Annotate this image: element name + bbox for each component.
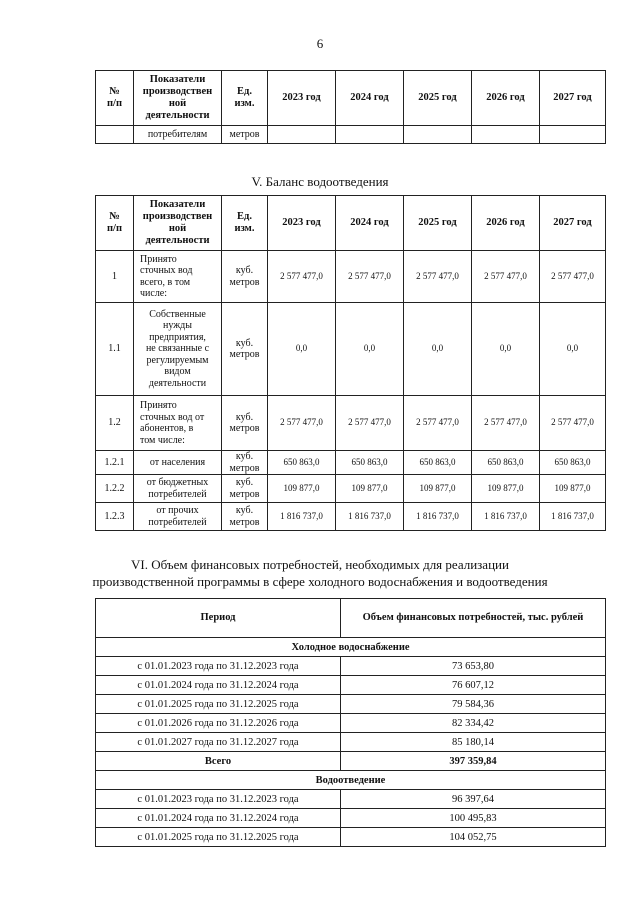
cell-label: потребителям	[134, 126, 222, 144]
header-year: 2026 год	[472, 196, 540, 251]
total-label: Всего	[96, 752, 341, 771]
header-year: 2025 год	[404, 196, 472, 251]
table-row	[96, 828, 606, 847]
cell-value	[336, 126, 404, 144]
table-row	[96, 714, 606, 733]
cell-value: 2 577 477,0	[472, 396, 540, 451]
header-unit: Ед. изм.	[222, 71, 268, 126]
page-number: 6	[316, 36, 324, 51]
header-amount: Объем финансовых потребностей, тыс. рублей	[341, 599, 606, 638]
cell-period: с 01.01.2025 года по 31.12.2025 года	[96, 828, 341, 847]
table-row	[96, 657, 606, 676]
cell-unit: куб. метров	[222, 451, 268, 475]
cell-num: 1.2.3	[96, 503, 134, 531]
cell-value: 650 863,0	[404, 451, 472, 475]
header-indicator: Показатели производствен ной деятельности	[134, 71, 222, 126]
cell-value: 2 577 477,0	[336, 396, 404, 451]
cell-period: с 01.01.2023 года по 31.12.2023 года	[96, 790, 341, 809]
cell-value: 0,0	[472, 303, 540, 396]
cell-num: 1.2.2	[96, 475, 134, 503]
table-row	[96, 809, 606, 828]
cell-value: 0,0	[540, 303, 606, 396]
cell-value: 2 577 477,0	[540, 396, 606, 451]
cell-value: 2 577 477,0	[404, 396, 472, 451]
wastewater-balance-table	[95, 195, 606, 531]
header-year: 2026 год	[472, 71, 540, 126]
header-year: 2024 год	[336, 196, 404, 251]
cell-amount: 100 495,83	[341, 809, 606, 828]
table-row	[96, 676, 606, 695]
cell-period: с 01.01.2027 года по 31.12.2027 года	[96, 733, 341, 752]
cell-value: 2 577 477,0	[268, 396, 336, 451]
header-row	[96, 599, 606, 638]
cell-unit: куб. метров	[222, 503, 268, 531]
cell-value: 650 863,0	[540, 451, 606, 475]
header-indicator: Показатели производствен ной деятельности	[134, 196, 222, 251]
cell-period: с 01.01.2025 года по 31.12.2025 года	[96, 695, 341, 714]
cell-value: 109 877,0	[472, 475, 540, 503]
cell-value: 2 577 477,0	[268, 251, 336, 303]
cell-value: 1 816 737,0	[472, 503, 540, 531]
header-year: 2027 год	[540, 196, 606, 251]
table-row	[96, 695, 606, 714]
cell-value	[268, 126, 336, 144]
cell-label: Собственные нужды предприятия, не связанные с регулируемым видом деятельности	[134, 303, 222, 396]
cell-value: 1 816 737,0	[404, 503, 472, 531]
cell-unit: куб. метров	[222, 475, 268, 503]
cell-period: с 01.01.2023 года по 31.12.2023 года	[96, 657, 341, 676]
cell-value: 2 577 477,0	[336, 251, 404, 303]
cell-amount: 104 052,75	[341, 828, 606, 847]
cell-value: 109 877,0	[336, 475, 404, 503]
header-unit: Ед. изм.	[222, 196, 268, 251]
header-num: № п/п	[96, 196, 134, 251]
cell-value: 2 577 477,0	[404, 251, 472, 303]
table-row	[96, 451, 606, 475]
cell-period: с 01.01.2024 года по 31.12.2024 года	[96, 809, 341, 828]
table-row	[96, 396, 606, 451]
cell-value: 650 863,0	[268, 451, 336, 475]
cell-value: 0,0	[268, 303, 336, 396]
cell-value: 1 816 737,0	[336, 503, 404, 531]
cell-num: 1.1	[96, 303, 134, 396]
section-title: V. Баланс водоотведения	[251, 174, 389, 189]
cell-value: 2 577 477,0	[472, 251, 540, 303]
cell-label: от бюджетных потребителей	[134, 475, 222, 503]
cell-amount: 96 397,64	[341, 790, 606, 809]
cell-amount: 82 334,42	[341, 714, 606, 733]
header-num: № п/п	[96, 71, 134, 126]
cell-period: с 01.01.2026 года по 31.12.2026 года	[96, 714, 341, 733]
cell-value: 109 877,0	[404, 475, 472, 503]
header-year: 2023 год	[268, 196, 336, 251]
table-row	[96, 475, 606, 503]
cell-num	[96, 126, 134, 144]
header-period: Период	[96, 599, 341, 638]
header-year: 2025 год	[404, 71, 472, 126]
header-year: 2024 год	[336, 71, 404, 126]
cell-label: от прочих потребителей	[134, 503, 222, 531]
group-row	[96, 638, 606, 657]
cell-value: 0,0	[336, 303, 404, 396]
cell-unit: метров	[222, 126, 268, 144]
table-row	[96, 126, 606, 144]
group-row	[96, 771, 606, 790]
cell-value: 109 877,0	[268, 475, 336, 503]
cell-unit: куб. метров	[222, 303, 268, 396]
cell-amount: 79 584,36	[341, 695, 606, 714]
header-row	[96, 196, 606, 251]
cell-value	[472, 126, 540, 144]
cell-num: 1.2	[96, 396, 134, 451]
cell-value: 650 863,0	[336, 451, 404, 475]
table-row	[96, 790, 606, 809]
cell-value	[404, 126, 472, 144]
header-year: 2023 год	[268, 71, 336, 126]
group-title: Холодное водоснабжение	[96, 638, 606, 657]
cell-amount: 73 653,80	[341, 657, 606, 676]
table-row	[96, 503, 606, 531]
cell-period: с 01.01.2024 года по 31.12.2024 года	[96, 676, 341, 695]
cell-value: 1 816 737,0	[268, 503, 336, 531]
table-row	[96, 251, 606, 303]
cell-label: от населения	[134, 451, 222, 475]
section-title: VI. Объем финансовых потребностей, необходимых для реализации производственной программы в сфере холодного водоснабжения и водоотведения	[92, 557, 548, 589]
cell-value: 1 816 737,0	[540, 503, 606, 531]
cell-unit: куб. метров	[222, 396, 268, 451]
cell-label: Принято сточных вод всего, в том числе:	[134, 251, 222, 303]
header-row	[96, 71, 606, 126]
cell-amount: 76 607,12	[341, 676, 606, 695]
header-year: 2027 год	[540, 71, 606, 126]
cell-value: 109 877,0	[540, 475, 606, 503]
cell-value: 2 577 477,0	[540, 251, 606, 303]
cell-amount: 85 180,14	[341, 733, 606, 752]
continued-table	[95, 70, 606, 144]
cell-value: 650 863,0	[472, 451, 540, 475]
table-row	[96, 733, 606, 752]
group-title: Водоотведение	[96, 771, 606, 790]
cell-num: 1.2.1	[96, 451, 134, 475]
cell-unit: куб. метров	[222, 251, 268, 303]
total-row	[96, 752, 606, 771]
cell-num: 1	[96, 251, 134, 303]
cell-label: Принято сточных вод от абонентов, в том числе:	[134, 396, 222, 451]
cell-value: 0,0	[404, 303, 472, 396]
financial-needs-table	[95, 598, 606, 847]
table-row	[96, 303, 606, 396]
total-amount: 397 359,84	[341, 752, 606, 771]
cell-value	[540, 126, 606, 144]
